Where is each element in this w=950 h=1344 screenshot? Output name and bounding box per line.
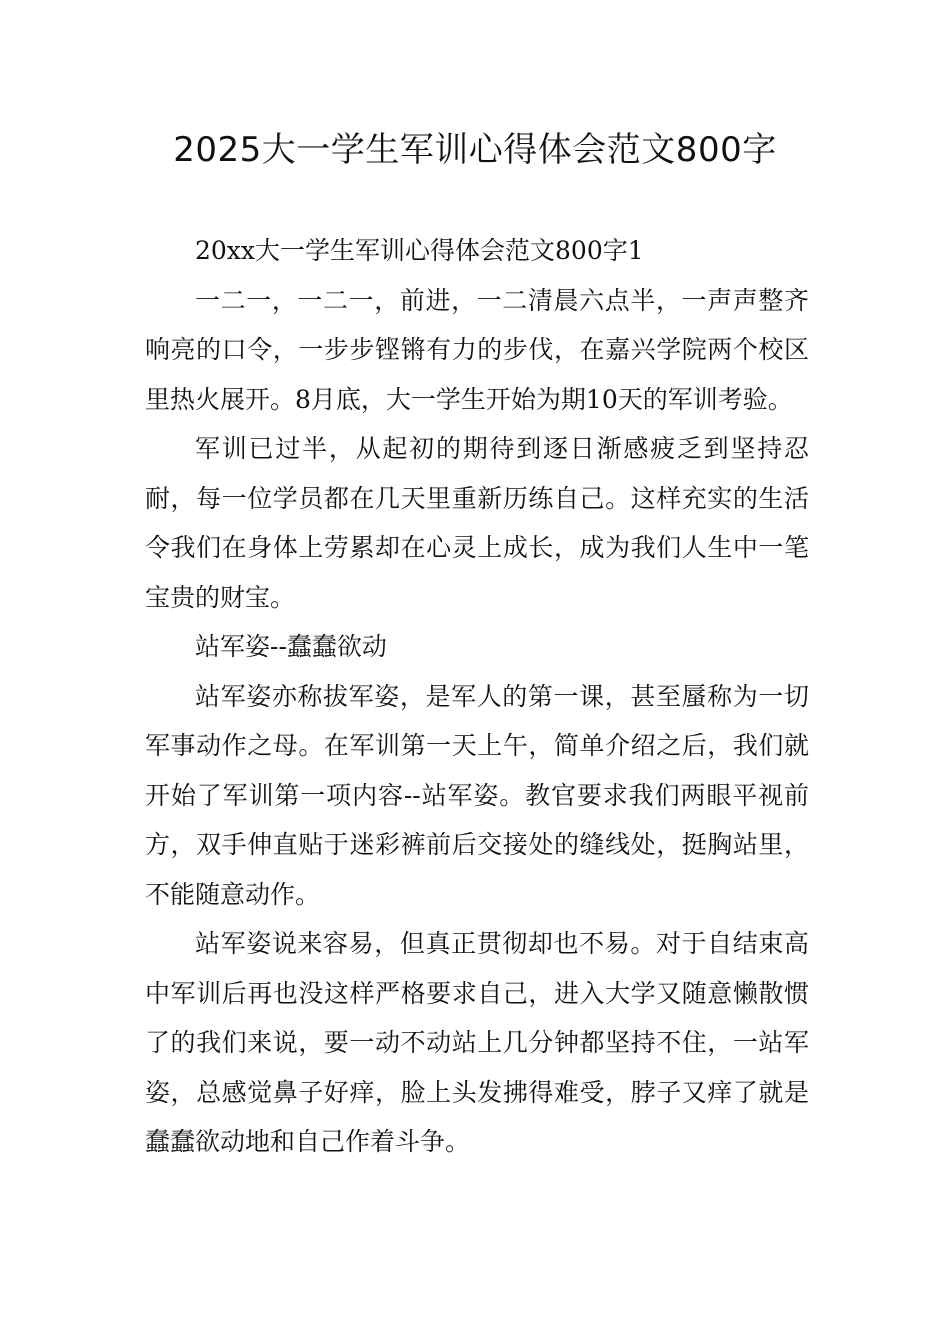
document-title: 2025大一学生军训心得体会范文800字 [173,130,777,170]
subtitle-paragraph: 20xx大一学生军训心得体会范文800字1 [195,236,644,265]
body-paragraph: 一二一，一二一，前进，一二清晨六点半，一声声整齐响亮的口令，一步步铿锵有力的步伐，在嘉兴学院两个校区里热火展开。8月底，大一学生开始为期10天的军训考验。 [145,285,809,414]
body-paragraph: 站军姿亦称拔军姿，是军人的第一课，甚至蜃称为一切军事动作之母。在军训第一天上午，简单介绍之后，我们就开始了军训第一项内容--站军姿。教官要求我们两眼平视前方，双手伸直贴于迷彩裤前后交接处的缝线处，挺胸站里，不能随意动作。 [145,681,809,909]
body-paragraph: 站军姿说来容易，但真正贯彻却也不易。对于自结束高中军训后再也没这样严格要求自己，进入大学又随意懒散惯了的我们来说，要一动不动站上几分钟都坚持不住，一站军姿，总感觉鼻子好痒，脸上头发拂得难受，脖子又痒了就是蠢蠢欲动地和自己作着斗争。 [145,929,809,1156]
document-body [145,226,809,1167]
body-paragraph: 军训已过半，从起初的期待到逐日渐感疲乏到坚持忍耐，每一位学员都在几天里重新历练自己。这样充实的生活令我们在身体上劳累却在心灵上成长，成为我们人生中一笔宝贵的财宝。 [145,434,809,612]
section-heading: 站军姿--蠢蠢欲动 [195,632,387,661]
